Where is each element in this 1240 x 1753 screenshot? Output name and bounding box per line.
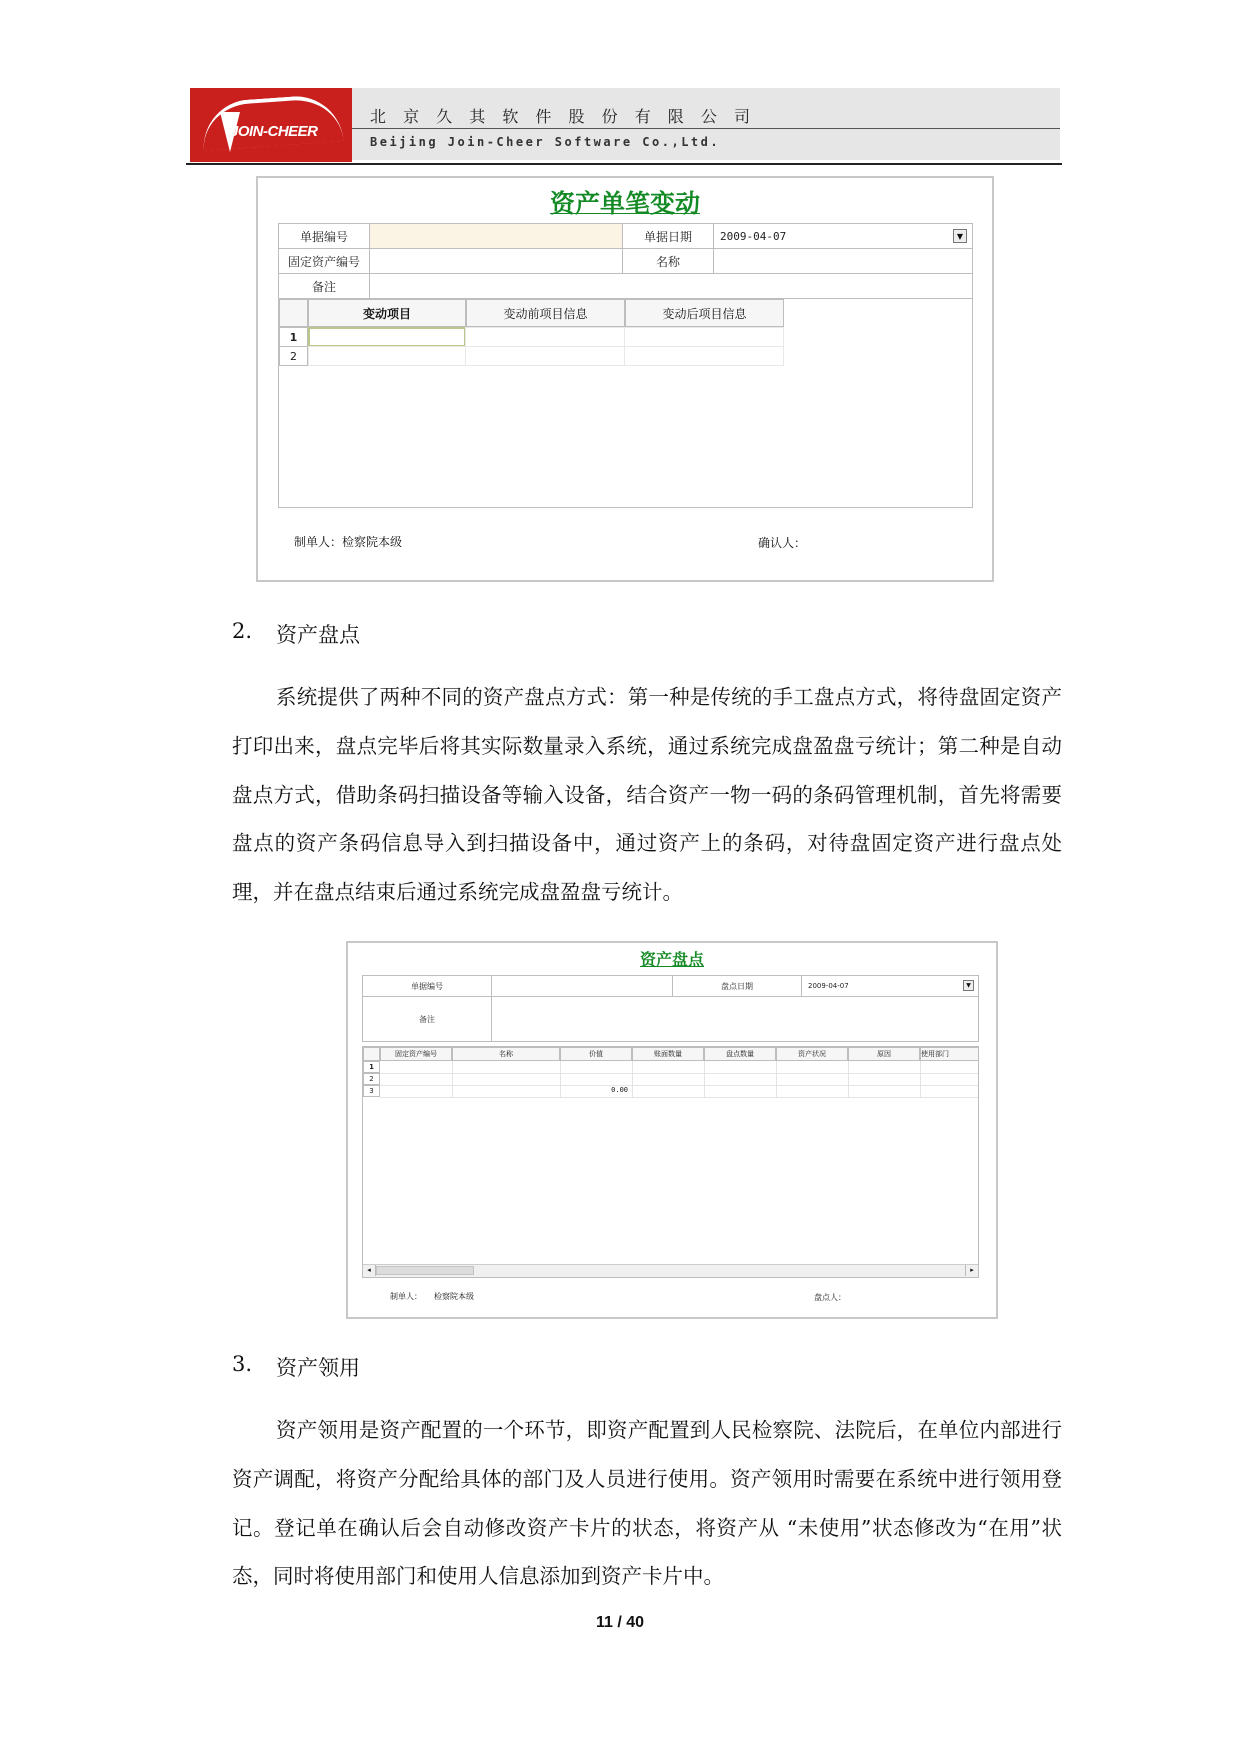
- doc-no-input[interactable]: [491, 975, 673, 997]
- header-rule: [186, 163, 1062, 165]
- confirm-label: 确认人：: [758, 536, 807, 550]
- figure-title: 资产单笔变动: [549, 189, 700, 218]
- page-number: 11 / 40: [595, 1614, 645, 1631]
- column-header[interactable]: 变动后项目信息: [625, 299, 784, 327]
- remark-input[interactable]: [491, 996, 979, 1042]
- scroll-right-icon[interactable]: ▸: [965, 1265, 978, 1276]
- column-header[interactable]: 使用部门: [920, 1047, 979, 1061]
- figure-asset-change: [256, 176, 994, 582]
- table-cell[interactable]: [465, 346, 625, 366]
- inventory-table: [362, 1046, 979, 1278]
- column-header[interactable]: 价值: [560, 1047, 632, 1061]
- table-cell[interactable]: [624, 346, 784, 366]
- row-number: 1: [279, 327, 308, 347]
- horizontal-scrollbar[interactable]: [363, 1264, 978, 1277]
- table-header: [279, 299, 784, 327]
- section-title: 资产盘点: [276, 623, 360, 647]
- scroll-left-icon[interactable]: ◂: [363, 1265, 376, 1276]
- doc-no-input[interactable]: [369, 223, 623, 249]
- remark-input[interactable]: [369, 273, 973, 299]
- check-date-label: 盘点日期: [672, 975, 802, 997]
- check-date-select[interactable]: 2009-04-07: [801, 975, 979, 997]
- remark-label: 备注: [278, 273, 370, 299]
- company-name-en: Beijing Join-Cheer Software Co.,Ltd.: [370, 135, 721, 149]
- company-name-block: [352, 88, 1060, 160]
- name-label: 名称: [622, 248, 714, 274]
- doc-no-label: 单据编号: [362, 975, 492, 997]
- section-paragraph: 资产领用是资产配置的一个环节，即资产配置到人民检察院、法院后，在单位内部进行资产调配，将资产分配给具体的部门及人员进行使用。资产领用时需要在系统中进行领用登记。登记单在确认后会自动修改资产卡片的状态，将资产从 “未使用”状态修改为“在用”状态，同时将使用部门和使用人信息添加到资产卡片中。: [232, 1418, 1062, 1589]
- table-cell-selected[interactable]: [308, 327, 466, 347]
- table-cell[interactable]: [465, 327, 625, 347]
- change-table: [278, 298, 973, 508]
- column-header[interactable]: 固定资产编号: [380, 1047, 452, 1061]
- figure-title: 资产盘点: [639, 950, 704, 969]
- maker-label: 制单人：检察院本级: [294, 535, 403, 549]
- chevron-down-icon[interactable]: ▼: [963, 980, 974, 991]
- column-header[interactable]: 盘点数量: [704, 1047, 776, 1061]
- table-header: [363, 1047, 979, 1061]
- table-cell[interactable]: [624, 327, 784, 347]
- asset-no-input[interactable]: [369, 248, 623, 274]
- remark-label: 备注: [362, 996, 492, 1042]
- company-name-cn: 北 京 久 其 软 件 股 份 有 限 公 司: [370, 107, 756, 126]
- column-header[interactable]: 名称: [452, 1047, 560, 1061]
- section-title: 资产领用: [276, 1356, 360, 1380]
- table-cell[interactable]: [308, 346, 466, 366]
- section-number: 3.: [232, 1352, 253, 1376]
- doc-date-label: 单据日期: [622, 223, 714, 249]
- figure-asset-inventory: [346, 941, 998, 1319]
- name-input[interactable]: [713, 248, 973, 274]
- maker-label: 制单人：: [390, 1292, 422, 1301]
- column-header[interactable]: 账面数量: [632, 1047, 704, 1061]
- company-logo: [190, 88, 352, 162]
- column-dividers: [363, 1061, 979, 1097]
- row-number-header: [363, 1047, 380, 1061]
- column-header[interactable]: 资产状况: [776, 1047, 848, 1061]
- doc-date-select[interactable]: 2009-04-07: [713, 223, 973, 249]
- checker-label: 盘点人：: [814, 1293, 846, 1302]
- section-paragraph: 系统提供了两种不同的资产盘点方式：第一种是传统的手工盘点方式，将待盘固定资产打印出来，盘点完毕后将其实际数量录入系统，通过系统完成盘盈盘亏统计；第二种是自动盘点方式，借助条码扫描设备等输入设备，结合资产一物一码的条码管理机制，首先将需要盘点的资产条码信息导入到扫描设备中，通过资产上的条码，对待盘固定资产进行盘点处理，并在盘点结束后通过系统完成盘盈盘亏统计。: [232, 685, 1062, 905]
- row-number: 2: [279, 346, 308, 366]
- column-header[interactable]: 变动前项目信息: [466, 299, 625, 327]
- company-divider: [352, 128, 1060, 129]
- row-number-header: [279, 299, 308, 327]
- column-header[interactable]: 原因: [848, 1047, 920, 1061]
- column-header[interactable]: 变动项目: [308, 299, 466, 327]
- maker-value: 检察院本级: [434, 1292, 474, 1301]
- scrollbar-thumb[interactable]: [376, 1266, 474, 1275]
- logo-text: JOIN-CHEER: [230, 123, 318, 140]
- document-header: [190, 88, 1060, 164]
- chevron-down-icon[interactable]: ▼: [953, 229, 967, 243]
- doc-no-label: 单据编号: [278, 223, 370, 249]
- asset-no-label: 固定资产编号: [278, 248, 370, 274]
- section-number: 2.: [232, 619, 253, 643]
